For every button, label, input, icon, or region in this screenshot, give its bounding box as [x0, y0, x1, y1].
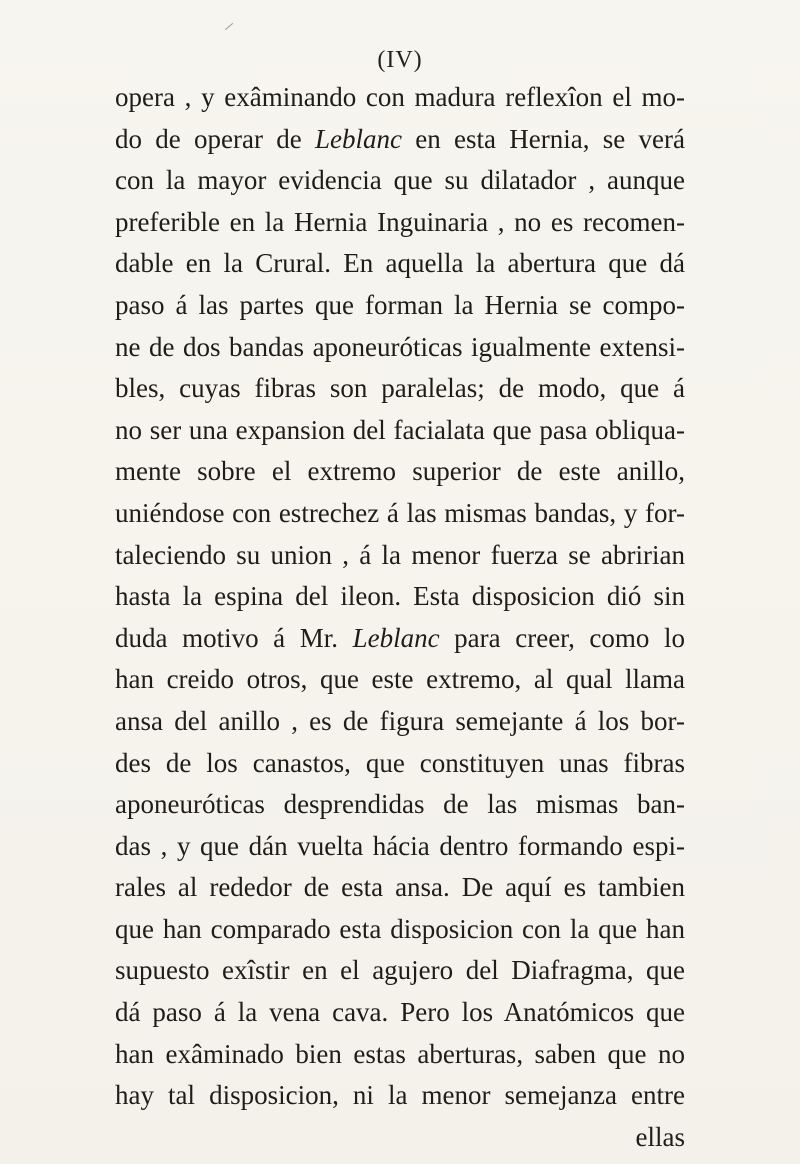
text-line: paso á las partes que forman la Hernia se compo-: [115, 289, 685, 320]
text-line: opera , y exâminando con madura reflexîon el mo-: [115, 82, 685, 112]
text-line: hasta la espina del ileon. Esta disposicion dió sin: [115, 581, 685, 612]
text-line: mente sobre el extremo superior de este anillo,: [115, 456, 685, 487]
catchword: ellas: [635, 1121, 685, 1152]
text-line: dable en la Crural. En aquella la abertura que dá: [115, 248, 685, 279]
text-line: han creido otros, que este extremo, al qual llama: [115, 664, 685, 695]
text-line: bles, cuyas fibras son paralelas; de modo, que á: [115, 373, 685, 404]
text-line: taleciendo su union , á la menor fuerza se abririan: [115, 539, 685, 570]
text-line: duda motivo á Mr. Leblanc para creer, como lo: [115, 622, 685, 653]
italic-name: Leblanc: [352, 622, 440, 653]
text-line: supuesto exîstir en el agujero del Diafragma, que: [115, 955, 685, 986]
text-line: hay tal disposicion, ni la menor semejanza entre: [115, 1080, 685, 1111]
stray-ink-mark: [225, 23, 233, 30]
text-line: aponeuróticas desprendidas de las mismas ban-: [115, 789, 685, 820]
text-line: preferible en la Hernia Inguinaria , no es recomen-: [115, 206, 685, 237]
page-number-header: (IV): [377, 47, 423, 73]
text-line: das , y que dán vuelta hácia dentro formando espi-: [115, 830, 685, 861]
text-line: rales al rededor de esta ansa. De aquí es tambien: [115, 872, 685, 903]
text-line: han exâminado bien estas aberturas, saben que no: [115, 1038, 685, 1069]
text-line: con la mayor evidencia que su dilatador , aunque: [115, 165, 685, 196]
text-line: que han comparado esta disposicion con la que han: [115, 913, 685, 944]
italic-name: Leblanc: [315, 123, 403, 154]
text-line: ne de dos bandas aponeuróticas igualmente extensi-: [115, 331, 685, 362]
text-line: ansa del anillo , es de figura semejante á los bor-: [115, 705, 685, 736]
text-line: do de operar de Leblanc en esta Hernia, se verá: [115, 123, 685, 154]
text-line: des de los canastos, que constituyen unas fibras: [115, 747, 685, 778]
body-text: [115, 77, 685, 1158]
text-line: uniéndose con estrechez á las mismas bandas, y for-: [115, 497, 685, 528]
text-line: dá paso á la vena cava. Pero los Anatómicos que: [115, 997, 685, 1028]
text-line: no ser una expansion del facialata que pasa obliqua-: [115, 414, 685, 445]
